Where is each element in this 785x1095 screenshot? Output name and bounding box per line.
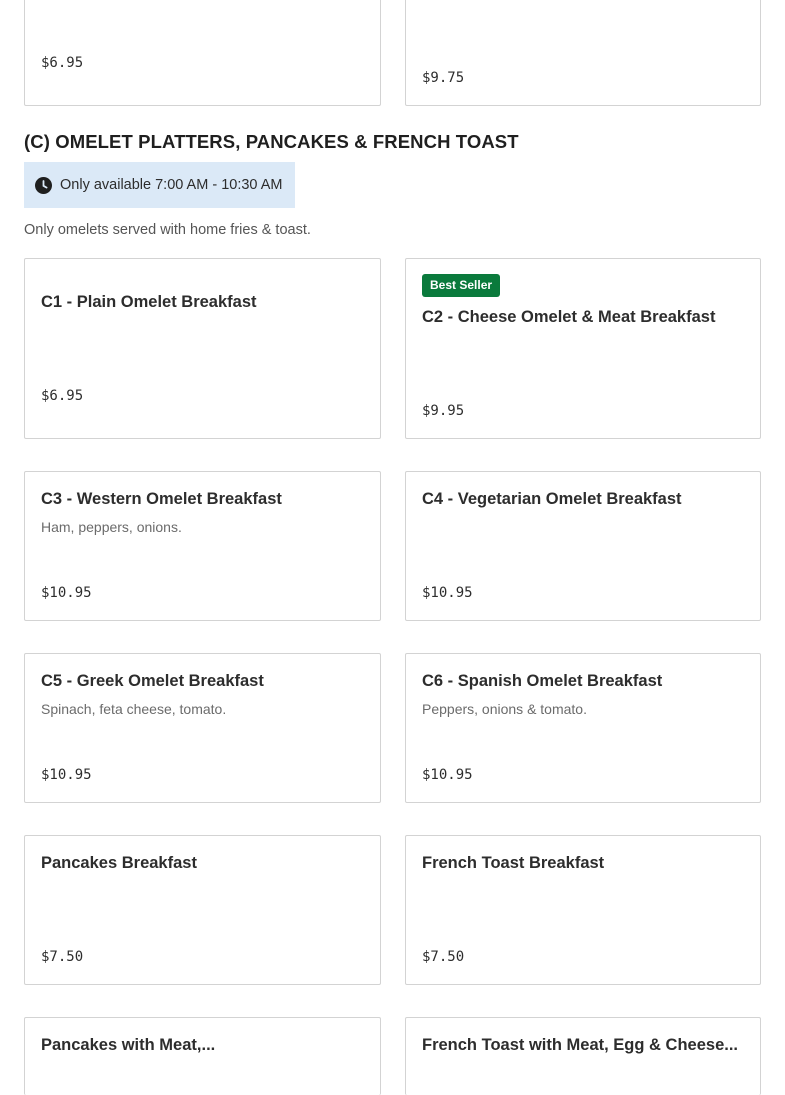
item-name: C4 - Vegetarian Omelet Breakfast bbox=[422, 490, 682, 508]
item-name: C6 - Spanish Omelet Breakfast bbox=[422, 672, 663, 690]
item-price: $10.95 bbox=[422, 585, 473, 601]
item-name: Pancakes with Meat,... bbox=[41, 1036, 216, 1054]
item-description: Spinach, feta cheese, tomato. bbox=[41, 701, 227, 717]
menu-item-card[interactable] bbox=[24, 258, 381, 439]
menu-item-card[interactable] bbox=[24, 653, 381, 803]
menu-item-card[interactable] bbox=[24, 835, 381, 985]
menu-item-card[interactable] bbox=[24, 1017, 381, 1095]
item-description: Ham, peppers, onions. bbox=[41, 519, 182, 535]
menu-item-card[interactable] bbox=[405, 258, 761, 439]
item-price: $9.95 bbox=[422, 403, 465, 419]
item-description: Peppers, onions & tomato. bbox=[422, 701, 587, 717]
section-title: (C) OMELET PLATTERS, PANCAKES & FRENCH TOAST bbox=[24, 131, 519, 152]
menu-item-card[interactable] bbox=[405, 0, 761, 106]
menu-item-card[interactable] bbox=[24, 0, 381, 106]
clock-icon bbox=[35, 177, 52, 194]
item-price: $9.75 bbox=[422, 70, 465, 86]
menu-item-card[interactable] bbox=[405, 1017, 761, 1095]
item-name: French Toast with Meat, Egg & Cheese... bbox=[422, 1036, 738, 1054]
item-name: C2 - Cheese Omelet & Meat Breakfast bbox=[422, 308, 716, 326]
best-seller-badge: Best Seller bbox=[422, 274, 500, 297]
item-price: $10.95 bbox=[41, 767, 92, 783]
section-note: Only omelets served with home fries & toast. bbox=[24, 222, 311, 238]
item-name: C1 - Plain Omelet Breakfast bbox=[41, 293, 257, 311]
availability-banner bbox=[24, 162, 295, 208]
menu-item-card[interactable] bbox=[405, 471, 761, 621]
item-price: $10.95 bbox=[41, 585, 92, 601]
item-price: $10.95 bbox=[422, 767, 473, 783]
item-name: C3 - Western Omelet Breakfast bbox=[41, 490, 282, 508]
menu-item-card[interactable] bbox=[405, 653, 761, 803]
menu-item-card[interactable] bbox=[24, 471, 381, 621]
item-price: $6.95 bbox=[41, 388, 84, 404]
item-name: French Toast Breakfast bbox=[422, 854, 605, 872]
menu-item-card[interactable] bbox=[405, 835, 761, 985]
availability-text: Only available 7:00 AM - 10:30 AM bbox=[60, 177, 283, 193]
item-price: $7.50 bbox=[41, 949, 84, 965]
item-price: $7.50 bbox=[422, 949, 465, 965]
item-name: Pancakes Breakfast bbox=[41, 854, 197, 872]
item-price: $6.95 bbox=[41, 55, 84, 71]
item-name: C5 - Greek Omelet Breakfast bbox=[41, 672, 264, 690]
